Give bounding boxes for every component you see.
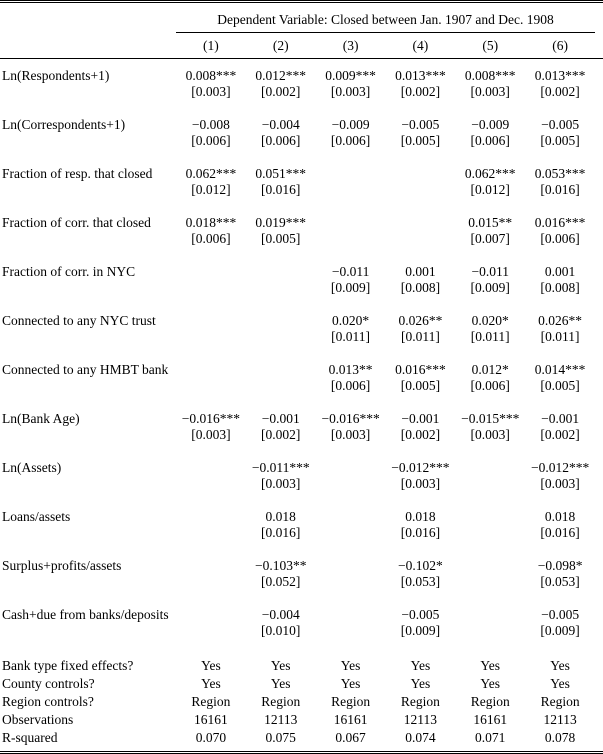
coefficient-value: 0.008*** — [185, 68, 237, 83]
standard-error: [0.002] — [540, 427, 580, 442]
coefficient-cell — [455, 215, 525, 264]
coefficient-cell — [386, 411, 456, 460]
coefficient-cell — [386, 509, 456, 558]
column-header: (5) — [482, 38, 499, 53]
variable-row — [0, 558, 603, 607]
column-header: (2) — [272, 38, 289, 53]
coefficient-value: −0.004 — [261, 607, 300, 622]
coefficient-cell — [525, 264, 595, 313]
footer-value: Yes — [410, 658, 431, 673]
coefficient-cell — [455, 509, 525, 558]
standard-error: [0.006] — [330, 133, 371, 148]
footer-label: R-squared — [2, 730, 58, 745]
coefficient-value: −0.009 — [331, 117, 370, 132]
standard-error: [0.008] — [400, 280, 441, 295]
footer-value: Region — [261, 694, 301, 709]
coefficient-value: 0.018 — [405, 509, 436, 524]
column-header: (4) — [412, 38, 429, 53]
coefficient-cell — [316, 607, 386, 656]
standard-error — [316, 476, 386, 492]
standard-error — [455, 476, 525, 492]
coefficient-value — [246, 313, 316, 329]
coefficient-value: −0.001 — [401, 411, 440, 426]
coefficient-cell — [246, 411, 316, 460]
footer-value: Yes — [550, 658, 570, 673]
coefficient-cell — [316, 68, 386, 117]
variable-row — [0, 313, 603, 362]
standard-error: [0.016] — [540, 182, 580, 197]
footer-value: Yes — [270, 658, 291, 673]
standard-error: [0.053] — [400, 574, 441, 589]
row-label: Connected to any NYC trust — [2, 313, 156, 328]
footer-value: Yes — [340, 658, 361, 673]
coefficient-value: −0.012*** — [391, 460, 450, 475]
coefficient-cell — [386, 607, 456, 656]
standard-error: [0.012] — [470, 182, 510, 197]
footer-value: 0.067 — [335, 730, 366, 745]
coefficient-value — [455, 607, 525, 623]
coefficient-value — [455, 509, 525, 525]
coefficient-cell — [176, 460, 246, 509]
coefficient-value — [176, 607, 246, 623]
coefficient-value: 0.062*** — [464, 166, 516, 181]
coefficient-cell — [455, 166, 525, 215]
coefficient-value: −0.001 — [261, 411, 300, 426]
coefficient-cell — [246, 166, 316, 215]
standard-error: [0.003] — [470, 84, 510, 99]
row-label: Surplus+profits/assets — [2, 558, 122, 573]
standard-error: [0.011] — [400, 329, 440, 344]
coefficient-value: −0.011*** — [251, 460, 310, 475]
row-label: Ln(Correspondents+1) — [2, 117, 126, 132]
row-label: Cash+due from banks/deposits — [2, 607, 169, 622]
standard-error: [0.006] — [191, 231, 231, 246]
coefficient-cell — [455, 607, 525, 656]
coefficient-cell — [455, 313, 525, 362]
coefficient-value: 0.053*** — [534, 166, 586, 181]
coefficient-value: 0.014*** — [534, 362, 586, 377]
standard-error: [0.006] — [470, 133, 510, 148]
coefficient-value: −0.004 — [261, 117, 300, 132]
standard-error — [455, 623, 525, 639]
coefficient-cell — [176, 362, 246, 411]
standard-error: [0.009] — [540, 623, 580, 638]
coefficient-cell — [316, 313, 386, 362]
coefficient-cell — [455, 264, 525, 313]
standard-error: [0.005] — [540, 378, 580, 393]
standard-error: [0.005] — [400, 133, 441, 148]
coefficient-cell — [316, 411, 386, 460]
row-label: Ln(Assets) — [2, 460, 62, 475]
coefficient-value: −0.103** — [254, 558, 307, 573]
standard-error: [0.016] — [400, 525, 441, 540]
coefficient-cell — [316, 509, 386, 558]
standard-error — [455, 525, 525, 541]
standard-error: [0.002] — [261, 427, 301, 442]
variable-row — [0, 68, 603, 117]
footer-value: Region — [191, 694, 231, 709]
coefficient-value: −0.098* — [537, 558, 583, 573]
coefficient-cell — [386, 460, 456, 509]
coefficient-value — [386, 215, 456, 231]
standard-error: [0.003] — [330, 427, 371, 442]
footer-value: Region — [540, 694, 580, 709]
footer-value: Yes — [201, 658, 221, 673]
coefficient-value — [246, 362, 316, 378]
standard-error — [176, 623, 246, 639]
coefficient-cell — [525, 509, 595, 558]
coefficient-value — [316, 215, 386, 231]
standard-error — [176, 476, 246, 492]
coefficient-cell — [176, 117, 246, 166]
footer-label: Observations — [2, 712, 74, 727]
standard-error — [316, 623, 386, 639]
coefficient-cell — [525, 558, 595, 607]
coefficient-value: −0.016*** — [181, 411, 241, 426]
footer-value: Yes — [550, 676, 570, 691]
coefficient-value: −0.012*** — [530, 460, 590, 475]
coefficient-value: 0.015** — [468, 215, 513, 230]
coefficient-value — [176, 264, 246, 280]
coefficient-value: 0.018*** — [185, 215, 237, 230]
coefficient-cell — [316, 264, 386, 313]
coefficient-value: −0.102* — [398, 558, 443, 573]
standard-error: [0.003] — [191, 427, 231, 442]
footer-value: Region — [470, 694, 510, 709]
coefficient-value — [176, 558, 246, 574]
coefficient-cell — [316, 362, 386, 411]
coefficient-cell — [246, 68, 316, 117]
row-label: Fraction of corr. in NYC — [2, 264, 136, 279]
row-label: Ln(Respondents+1) — [2, 68, 110, 83]
coefficient-value — [316, 509, 386, 525]
coefficient-cell — [246, 264, 316, 313]
standard-error: [0.005] — [400, 378, 441, 393]
row-label: Connected to any HMBT bank — [2, 362, 169, 377]
standard-error — [386, 182, 456, 198]
standard-error: [0.006] — [470, 378, 510, 393]
footer-value: 0.074 — [405, 730, 436, 745]
standard-error — [176, 378, 246, 394]
standard-error: [0.006] — [540, 231, 580, 246]
standard-error: [0.003] — [400, 476, 441, 491]
standard-error: [0.005] — [261, 231, 301, 246]
coefficient-cell — [246, 215, 316, 264]
coefficient-cell — [525, 313, 595, 362]
standard-error — [455, 574, 525, 590]
coefficient-cell — [246, 313, 316, 362]
variable-row — [0, 509, 603, 558]
column-header: (6) — [552, 38, 568, 53]
coefficient-value: 0.026** — [538, 313, 583, 328]
coefficient-value: 0.020* — [471, 313, 509, 328]
footer-value: Region — [331, 694, 371, 709]
coefficient-cell — [455, 460, 525, 509]
row-label: Loans/assets — [2, 509, 71, 524]
footer-value: 12113 — [264, 712, 298, 727]
coefficient-value — [176, 313, 246, 329]
standard-error: [0.006] — [191, 133, 231, 148]
coefficient-value: 0.018 — [544, 509, 576, 524]
coefficient-cell — [316, 558, 386, 607]
coefficient-cell — [455, 117, 525, 166]
footer-value: 16161 — [333, 712, 368, 727]
standard-error: [0.007] — [470, 231, 510, 246]
coefficient-value: −0.005 — [541, 117, 580, 132]
coefficient-value — [316, 558, 386, 574]
standard-error — [176, 280, 246, 296]
standard-error: [0.010] — [261, 623, 301, 638]
coefficient-value — [176, 509, 246, 525]
standard-error: [0.005] — [540, 133, 580, 148]
standard-error — [316, 525, 386, 541]
footer-value: Yes — [201, 676, 221, 691]
coefficient-cell — [176, 215, 246, 264]
footer-value: Yes — [480, 658, 501, 673]
standard-error: [0.016] — [540, 525, 580, 540]
coefficient-cell — [176, 607, 246, 656]
footer-value: 16161 — [473, 712, 508, 727]
coefficient-value: −0.015*** — [461, 411, 520, 426]
coefficient-value — [455, 558, 525, 574]
coefficient-value — [316, 166, 386, 182]
standard-error — [246, 378, 316, 394]
variable-row — [0, 607, 603, 656]
footer-label: County controls? — [2, 676, 95, 691]
standard-error: [0.002] — [400, 84, 441, 99]
table-body — [0, 59, 603, 656]
coefficient-cell — [316, 117, 386, 166]
footer-value: Yes — [480, 676, 501, 691]
standard-error: [0.003] — [330, 84, 371, 99]
standard-error: [0.053] — [540, 574, 580, 589]
coefficient-cell — [525, 607, 595, 656]
table-footer — [0, 656, 603, 751]
coefficient-cell — [246, 117, 316, 166]
coefficient-cell — [176, 68, 246, 117]
standard-error — [316, 182, 386, 198]
coefficient-cell — [455, 68, 525, 117]
standard-error — [246, 280, 316, 296]
coefficient-cell — [525, 460, 595, 509]
variable-row — [0, 117, 603, 166]
coefficient-cell — [246, 362, 316, 411]
coefficient-cell — [246, 607, 316, 656]
spanner-row — [176, 3, 595, 33]
coefficient-value: 0.020* — [332, 313, 370, 328]
coefficient-value: 0.013*** — [534, 68, 586, 83]
standard-error: [0.011] — [331, 329, 371, 344]
coefficient-value: −0.005 — [541, 607, 580, 622]
standard-error — [316, 574, 386, 590]
row-label: Fraction of corr. that closed — [2, 215, 151, 230]
footer-value: 12113 — [403, 712, 438, 727]
standard-error — [246, 329, 316, 345]
coefficient-cell — [316, 166, 386, 215]
coefficient-cell — [525, 117, 595, 166]
coefficient-value: 0.001 — [405, 264, 436, 279]
coefficient-cell — [386, 264, 456, 313]
coefficient-cell — [316, 215, 386, 264]
coefficient-value: −0.005 — [401, 607, 440, 622]
coefficient-value: 0.026** — [398, 313, 443, 328]
variable-row — [0, 362, 603, 411]
coefficient-cell — [525, 166, 595, 215]
coefficient-cell — [176, 558, 246, 607]
coefficient-cell — [386, 558, 456, 607]
standard-error — [176, 329, 246, 345]
footer-value: 0.075 — [265, 730, 296, 745]
coefficient-cell — [455, 411, 525, 460]
coefficient-value: −0.008 — [191, 117, 230, 132]
footer-row — [0, 693, 603, 711]
coefficient-value: 0.051*** — [255, 166, 307, 181]
coefficient-cell — [525, 68, 595, 117]
footer-value: 0.071 — [475, 730, 506, 745]
coefficient-cell — [525, 215, 595, 264]
standard-error: [0.011] — [540, 329, 580, 344]
spanner-title: Dependent Variable: Closed between Jan. 1907 and Dec. 1908 — [217, 12, 554, 27]
coefficient-cell — [455, 362, 525, 411]
standard-error: [0.009] — [400, 623, 441, 638]
label-column-spacer — [0, 38, 176, 54]
coefficient-value — [176, 460, 246, 476]
footer-value: Yes — [270, 676, 291, 691]
dependent-variable-spanner — [176, 11, 595, 33]
variable-row — [0, 215, 603, 264]
coefficient-value — [176, 362, 246, 378]
standard-error: [0.052] — [261, 574, 301, 589]
standard-error — [176, 525, 246, 541]
standard-error: [0.008] — [540, 280, 580, 295]
coefficient-value: 0.013** — [328, 362, 373, 377]
coefficient-cell — [176, 313, 246, 362]
column-header: (1) — [203, 38, 219, 53]
coefficient-cell — [176, 411, 246, 460]
coefficient-cell — [386, 215, 456, 264]
coefficient-value: 0.001 — [544, 264, 576, 279]
footer-value: Region — [400, 694, 440, 709]
footer-row — [0, 729, 603, 747]
coefficient-value: −0.005 — [401, 117, 440, 132]
variable-row — [0, 411, 603, 460]
coefficient-cell — [246, 460, 316, 509]
coefficient-cell — [386, 68, 456, 117]
coefficient-value: 0.009*** — [325, 68, 376, 83]
footer-row — [0, 657, 603, 675]
row-label: Fraction of resp. that closed — [2, 166, 153, 181]
coefficient-value: 0.016*** — [534, 215, 586, 230]
standard-error — [176, 574, 246, 590]
standard-error: [0.016] — [261, 182, 301, 197]
variable-row — [0, 166, 603, 215]
coefficient-value — [386, 166, 456, 182]
standard-error: [0.009] — [330, 280, 371, 295]
coefficient-cell — [386, 117, 456, 166]
coefficient-cell — [246, 509, 316, 558]
footer-value: Yes — [410, 676, 431, 691]
footer-value: 12113 — [543, 712, 577, 727]
footer-value: 0.070 — [195, 730, 227, 745]
standard-error: [0.002] — [261, 84, 301, 99]
coefficient-cell — [386, 166, 456, 215]
coefficient-cell — [525, 411, 595, 460]
column-header-row — [0, 33, 603, 58]
standard-error: [0.009] — [470, 280, 510, 295]
standard-error: [0.003] — [540, 476, 580, 491]
standard-error — [386, 231, 456, 247]
footer-label: Bank type fixed effects? — [2, 658, 134, 673]
standard-error: [0.003] — [470, 427, 510, 442]
coefficient-value — [455, 460, 525, 476]
coefficient-value: 0.016*** — [395, 362, 446, 377]
standard-error: [0.006] — [261, 133, 301, 148]
coefficient-value: 0.018 — [265, 509, 296, 524]
coefficient-value: 0.012*** — [255, 68, 307, 83]
variable-row — [0, 264, 603, 313]
footer-value: Yes — [340, 676, 361, 691]
footer-value: 0.078 — [544, 730, 576, 745]
standard-error: [0.003] — [191, 84, 231, 99]
standard-error: [0.006] — [330, 378, 371, 393]
footer-row — [0, 711, 603, 729]
standard-error: [0.002] — [400, 427, 441, 442]
coefficient-value — [316, 607, 386, 623]
coefficient-cell — [386, 362, 456, 411]
coefficient-value: 0.062*** — [185, 166, 237, 181]
column-header: (3) — [342, 38, 359, 53]
row-label: Ln(Bank Age) — [2, 411, 80, 426]
coefficient-value: 0.012* — [471, 362, 509, 377]
standard-error: [0.003] — [261, 476, 301, 491]
coefficient-value — [316, 460, 386, 476]
coefficient-value: −0.009 — [471, 117, 510, 132]
footer-row — [0, 675, 603, 693]
coefficient-cell — [455, 558, 525, 607]
coefficient-value: −0.001 — [541, 411, 580, 426]
footer-value: 16161 — [194, 712, 228, 727]
variable-row — [0, 460, 603, 509]
standard-error — [316, 231, 386, 247]
standard-error: [0.012] — [191, 182, 231, 197]
coefficient-cell — [246, 558, 316, 607]
coefficient-value: −0.011 — [471, 264, 509, 279]
coefficient-cell — [316, 460, 386, 509]
coefficient-value: 0.008*** — [464, 68, 516, 83]
coefficient-cell — [386, 313, 456, 362]
coefficient-value: 0.019*** — [255, 215, 307, 230]
coefficient-value: −0.011 — [331, 264, 370, 279]
coefficient-value — [246, 264, 316, 280]
coefficient-cell — [525, 362, 595, 411]
coefficient-cell — [176, 264, 246, 313]
coefficient-cell — [176, 166, 246, 215]
standard-error: [0.016] — [261, 525, 301, 540]
footer-label: Region controls? — [2, 694, 94, 709]
coefficient-value: −0.016*** — [321, 411, 380, 426]
standard-error: [0.011] — [470, 329, 510, 344]
coefficient-value: 0.013*** — [395, 68, 446, 83]
coefficient-cell — [176, 509, 246, 558]
standard-error: [0.002] — [540, 84, 580, 99]
